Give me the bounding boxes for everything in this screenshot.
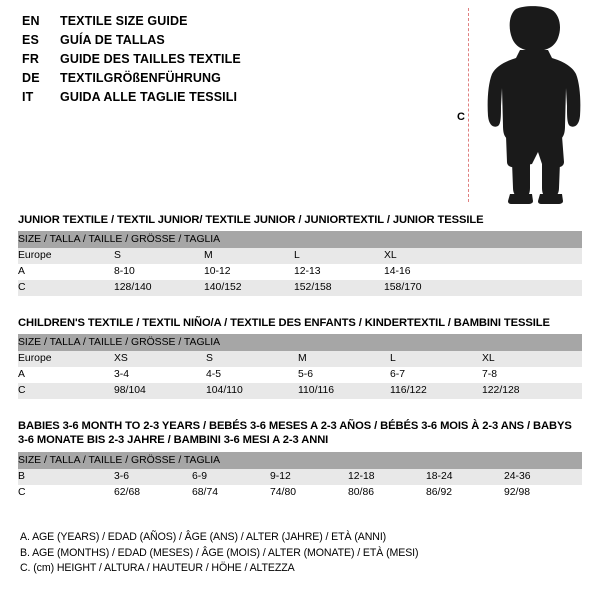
cell: 9-12: [270, 469, 348, 485]
language-code-de: DE: [22, 71, 40, 85]
legend-block: [20, 530, 580, 577]
row-label: C: [18, 485, 114, 501]
cell: 18-24: [426, 469, 504, 485]
header-row-es: [22, 33, 422, 52]
cell: 110/116: [298, 383, 390, 399]
table-row: [18, 264, 582, 280]
cell: 152/158: [294, 280, 384, 296]
table-row: [18, 280, 582, 296]
babies-size-table: [18, 452, 582, 501]
title-de: TEXTILGRÖßENFÜHRUNG: [60, 71, 221, 85]
table-row: [18, 248, 582, 264]
cell: XS: [114, 351, 206, 367]
cell: 68/74: [192, 485, 270, 501]
cell-empty: [474, 248, 582, 264]
row-label: B: [18, 469, 114, 485]
cell: L: [294, 248, 384, 264]
cell: 104/110: [206, 383, 298, 399]
cell: L: [390, 351, 482, 367]
babies-header-label: SIZE / TALLA / TAILLE / GRÖSSE / TAGLIA: [18, 452, 582, 469]
cell: 80/86: [348, 485, 426, 501]
language-code-it: IT: [22, 90, 34, 104]
table-row: [18, 485, 582, 501]
children-size-table: [18, 334, 582, 399]
language-title-block: [22, 14, 422, 109]
cell: 86/92: [426, 485, 504, 501]
header-row-fr: [22, 52, 422, 71]
table-header-row: [18, 231, 582, 248]
cell: 3-6: [114, 469, 192, 485]
title-es: GUÍA DE TALLAS: [60, 33, 165, 47]
language-code-es: ES: [22, 33, 40, 47]
cell-empty: [474, 280, 582, 296]
cell-empty: [474, 264, 582, 280]
cell: 3-4: [114, 367, 206, 383]
junior-header-label: SIZE / TALLA / TAILLE / GRÖSSE / TAGLIA: [18, 231, 582, 248]
row-label: C: [18, 383, 114, 399]
children-header-label: SIZE / TALLA / TAILLE / GRÖSSE / TAGLIA: [18, 334, 582, 351]
cell: 62/68: [114, 485, 192, 501]
legend-line-c: C. (cm) HEIGHT / ALTURA / HAUTEUR / HÖHE / ALTEZZA: [20, 562, 295, 574]
language-code-en: EN: [22, 14, 40, 28]
row-label: A: [18, 264, 114, 280]
cell: 116/122: [390, 383, 482, 399]
cell: XL: [482, 351, 582, 367]
cell: 5-6: [298, 367, 390, 383]
cell: S: [114, 248, 204, 264]
cell: M: [298, 351, 390, 367]
table-row: [18, 383, 582, 399]
cell: 4-5: [206, 367, 298, 383]
cell: 10-12: [204, 264, 294, 280]
cell: 7-8: [482, 367, 582, 383]
cell: XL: [384, 248, 474, 264]
cell: 92/98: [504, 485, 582, 501]
title-fr: GUIDE DES TAILLES TEXTILE: [60, 52, 241, 66]
row-label: C: [18, 280, 114, 296]
cell: 98/104: [114, 383, 206, 399]
row-label: Europe: [18, 248, 114, 264]
row-label: Europe: [18, 351, 114, 367]
cell: 12-18: [348, 469, 426, 485]
section-junior-title: JUNIOR TEXTILE / TEXTIL JUNIOR/ TEXTILE JUNIOR / JUNIORTEXTIL / JUNIOR TESSILE: [18, 214, 484, 226]
header-row-en: [22, 14, 422, 33]
cell: M: [204, 248, 294, 264]
measurement-figure: [440, 6, 590, 206]
table-row: [18, 351, 582, 367]
cell: 24-36: [504, 469, 582, 485]
cell: 8-10: [114, 264, 204, 280]
header-row-de: [22, 71, 422, 90]
section-babies-title: BABIES 3-6 MONTH TO 2-3 YEARS / BEBÉS 3-6 MESES A 2-3 AÑOS / BÉBÉS 3-6 MOIS À 2-3 ANS / BABYS 3-6 MONATE BIS 2-3 JAHRE / BAMBINI 3-6 MESI A 2-3 ANNI: [18, 420, 572, 446]
cell: S: [206, 351, 298, 367]
header-row-it: [22, 90, 422, 109]
title-en: TEXTILE SIZE GUIDE: [60, 14, 188, 28]
language-code-fr: FR: [22, 52, 40, 66]
cell: 12-13: [294, 264, 384, 280]
measurement-label-c: C: [457, 111, 465, 123]
section-children-textile: [18, 317, 582, 399]
cell: 128/140: [114, 280, 204, 296]
cell: 6-9: [192, 469, 270, 485]
cell: 6-7: [390, 367, 482, 383]
row-label: A: [18, 367, 114, 383]
section-babies-textile: [18, 420, 582, 501]
table-row: [18, 469, 582, 485]
height-guide-line: [468, 8, 469, 202]
legend-line-b: B. AGE (MONTHS) / EDAD (MESES) / ÂGE (MOIS) / ALTER (MONATE) / ETÀ (MESI): [20, 546, 419, 559]
section-children-title: CHILDREN'S TEXTILE / TEXTIL NIÑO/A / TEXTILE DES ENFANTS / KINDERTEXTIL / BAMBINI TESSILE: [18, 317, 550, 329]
cell: 158/170: [384, 280, 474, 296]
title-it: GUIDA ALLE TAGLIE TESSILI: [60, 90, 238, 104]
child-silhouette-icon: [486, 6, 590, 204]
cell: 122/128: [482, 383, 582, 399]
cell: 14-16: [384, 264, 474, 280]
table-header-row: [18, 452, 582, 469]
table-header-row: [18, 334, 582, 351]
legend-line-a: A. AGE (YEARS) / EDAD (AÑOS) / ÂGE (ANS) / ALTER (JAHRE) / ETÀ (ANNI): [20, 531, 387, 543]
cell: 74/80: [270, 485, 348, 501]
junior-size-table: [18, 231, 582, 296]
table-row: [18, 367, 582, 383]
cell: 140/152: [204, 280, 294, 296]
section-junior-textile: [18, 214, 582, 296]
